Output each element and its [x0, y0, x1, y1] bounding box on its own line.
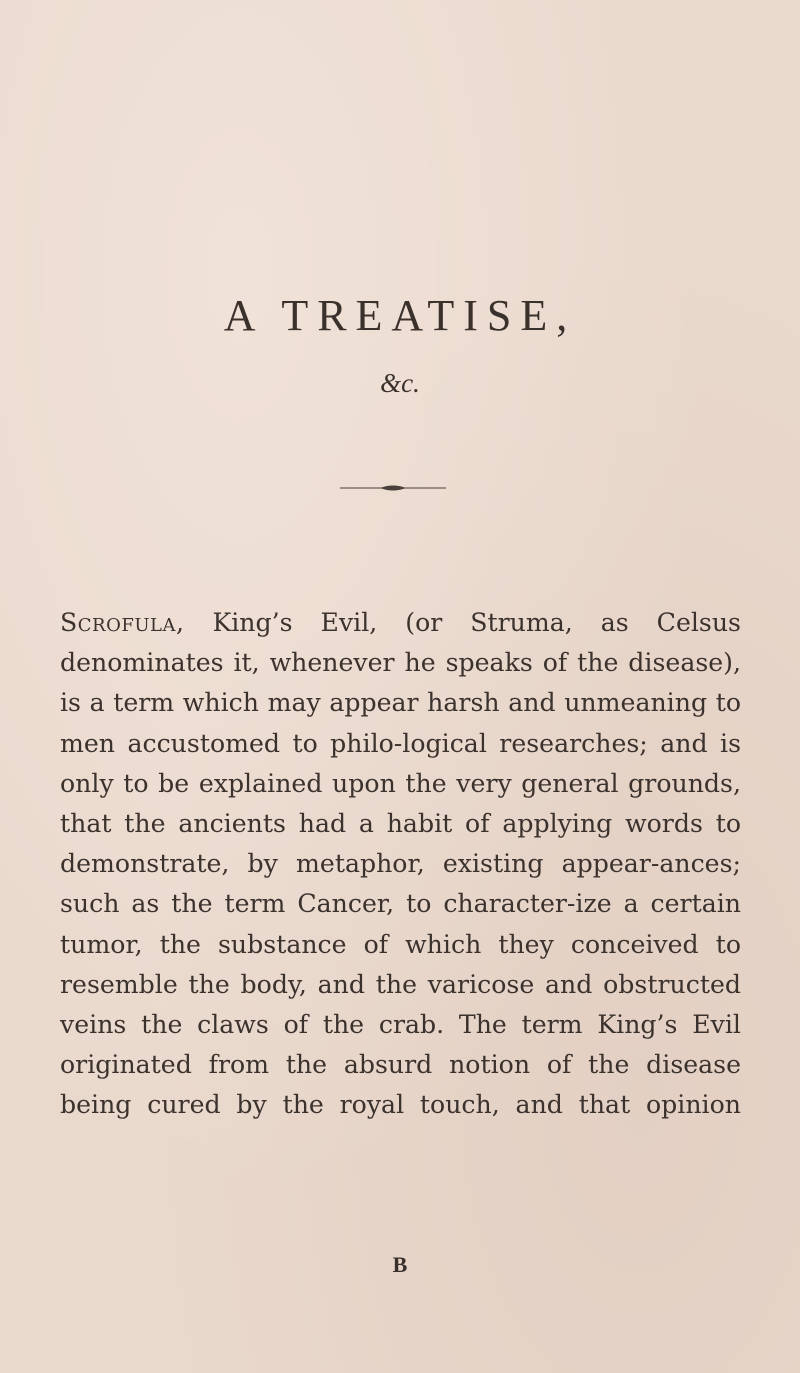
body-paragraph [60, 603, 741, 1126]
body-text: King’s Evil, (or Struma, as Celsus denominates it, whenever he speaks of the disease), is a term which may appear harsh and unmeaning to men accustomed to philo-logical researches; and is only to be explained upon the very general grounds, that the ancients had a habit of applying words to demonstrate, by metaphor, existing appear-ances; such as the term Cancer, to character-ize a certain tumor, the substance of which they conceived to resemble the body, and the varicose and obstructed veins the claws of the crab. The term King’s Evil originated from the absurd notion of the disease being cured by the royal touch, and that opinion [60, 608, 741, 1120]
page-subtitle: &c. [380, 368, 420, 398]
lead-word: Scrofula, [60, 608, 185, 637]
signature-mark: B [392, 1252, 408, 1277]
ornamental-rule [340, 483, 446, 493]
ornamental-rule-icon [340, 483, 446, 493]
page-title: A TREATISE, [223, 291, 577, 340]
